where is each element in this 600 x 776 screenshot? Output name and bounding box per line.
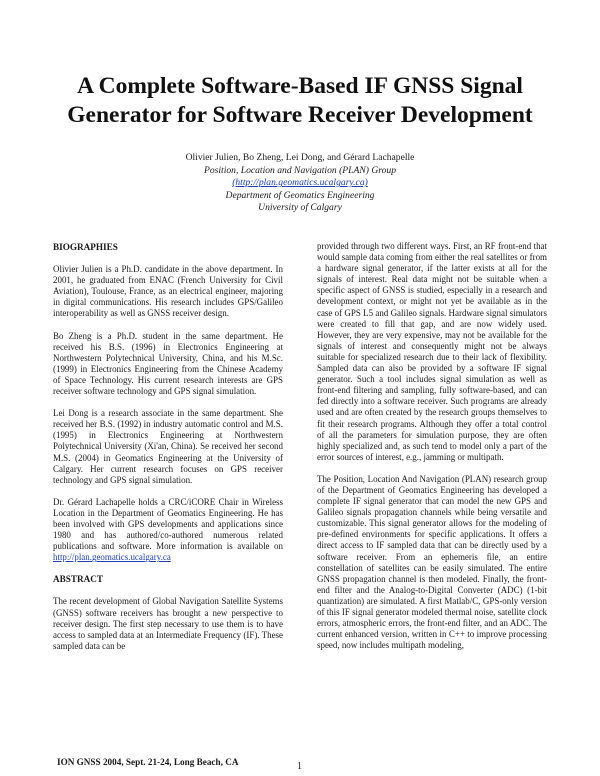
affiliation-group: Position, Location and Navigation (PLAN) Group xyxy=(203,164,397,176)
plan-website-link[interactable]: http://plan.geomatics.ucalgary.ca xyxy=(53,552,171,563)
abstract-paragraph-2: provided through two different ways. First, an RF front-end that would sample data coming from either the real satellites or from a hardware signal generator, if the latter exists at all for the signals of interest. Real data might not be suitable when a specific aspect of GNSS is studied, especially in a research and development context, or might not yet be available as in the case of GPS L5 and Galileo signals. Hardware signal simulators were created to fill that gap, and are now widely used. However, they are very expensive, may not be available for the signals of interest and consequently might not be always suitable for specialized research due to their lack of flexibility. Sampled data can also be provided by a software IF signal generator. Such a tool includes signal simulation as well as front-end filtering and sampling, fully software-based, and can fed directly into a software receiver. Such programs are already used and are often created by the research groups themselves to fit their research programs. Although they offer a total control of all the parameters for simulation purpose, they are often highly specialized and, as such tend to model only a part of the error sources of interest, e.g., jamming or multipath. xyxy=(317,241,547,462)
author-block xyxy=(100,152,500,215)
left-column xyxy=(53,242,283,663)
author-names: Olivier Julien, Bo Zheng, Lei Dong, and Gérard Lachapelle xyxy=(185,152,415,163)
bio-lachapelle-text: Dr. Gérard Lachapelle holds a CRC/iCORE Chair in Wireless Location in the Department of Geomatics Engineering. He has been involved with GPS developments and applications since 1980 and has authored/co-authored numerous related publications and software. More information is available on xyxy=(53,496,283,552)
title-line-1: A Complete Software-Based IF GNSS Signal xyxy=(77,73,523,99)
biographies-heading: BIOGRAPHIES xyxy=(53,242,118,252)
bio-julien: Olivier Julien is a Ph.D. candidate in the above department. In 2001, he graduated from ENAC (French University for Civil Aviation), Toulouse, France, as an electrical engineer, majoring in digital communications. His research includes GPS/Galileo interoperability as well as GNSS receiver design. xyxy=(53,264,283,319)
bio-dong: Lei Dong is a research associate in the same department. She received her B.S. (1992) in industry automatic control and M.S. (1995) in Electronics Engineering at Northwestern Polytechnical University (Xi'an, China). Se received her second M.S. (2004) in Geomatics Engineering at the University of Calgary. Her current research focuses on GPS receiver technology and GPS signal simulation. xyxy=(53,408,283,485)
abstract-paragraph-1: The recent development of Global Navigation Satellite Systems (GNSS) software receivers has brought a new perspective to receiver design. The first step necessary to use them is to have access to sampled data at an Intermediate Frequency (IF). These sampled data can be xyxy=(53,596,283,651)
title-line-2: Generator for Software Receiver Development xyxy=(67,102,533,128)
affiliation-department: Department of Geomatics Engineering xyxy=(225,189,375,201)
right-column xyxy=(317,241,547,662)
page-number: 1 xyxy=(297,761,302,772)
abstract-paragraph-3: The Position, Location And Navigation (PLAN) research group of the Department of Geomatics Engineering has developed a complete IF signal generator that can model the new GPS and Galileo signals propagation channels while being versatile and customizable. This signal generator allows for the modeling of pre-defined environments for specific applications. It offers a direct access to IF sampled data that can be directly used by a software receiver. From an ephemeris file, an entire constellation of satellites can be easily simulated. The entire GNSS propagation channel is then modeled. Finally, the front-end filter and the Analog-to-Digital Converter (ADC) (1-bit quantization) are simulated. A first Matlab/C, GPS-only version of this IF signal generator modeled thermal noise, satellite clock errors, atmospheric errors, the front-end filter, and an ADC. The current enhanced version, written in C++ to improve processing speed, now includes multipath modeling, xyxy=(317,473,547,651)
paper-title xyxy=(40,72,560,130)
abstract-heading: ABSTRACT xyxy=(53,574,104,585)
affiliation-url-link[interactable]: (http://plan.geomatics.ucalgary.ca) xyxy=(232,177,368,189)
conference-footer: ION GNSS 2004, Sept. 21-24, Long Beach, CA xyxy=(57,757,239,767)
bio-zheng: Bo Zheng is a Ph.D. student in the same department. He received his B.S. (1996) in Electronics Engineering at Northwestern Polytechnical University, China, and his M.Sc. (1999) in Electronics Engineering from the Chinese Academy of Space Technology. His current research interests are GPS receiver software technology and GPS signal simulation. xyxy=(53,330,283,397)
affiliation-university: University of Calgary xyxy=(258,202,342,214)
bio-lachapelle xyxy=(53,497,283,564)
